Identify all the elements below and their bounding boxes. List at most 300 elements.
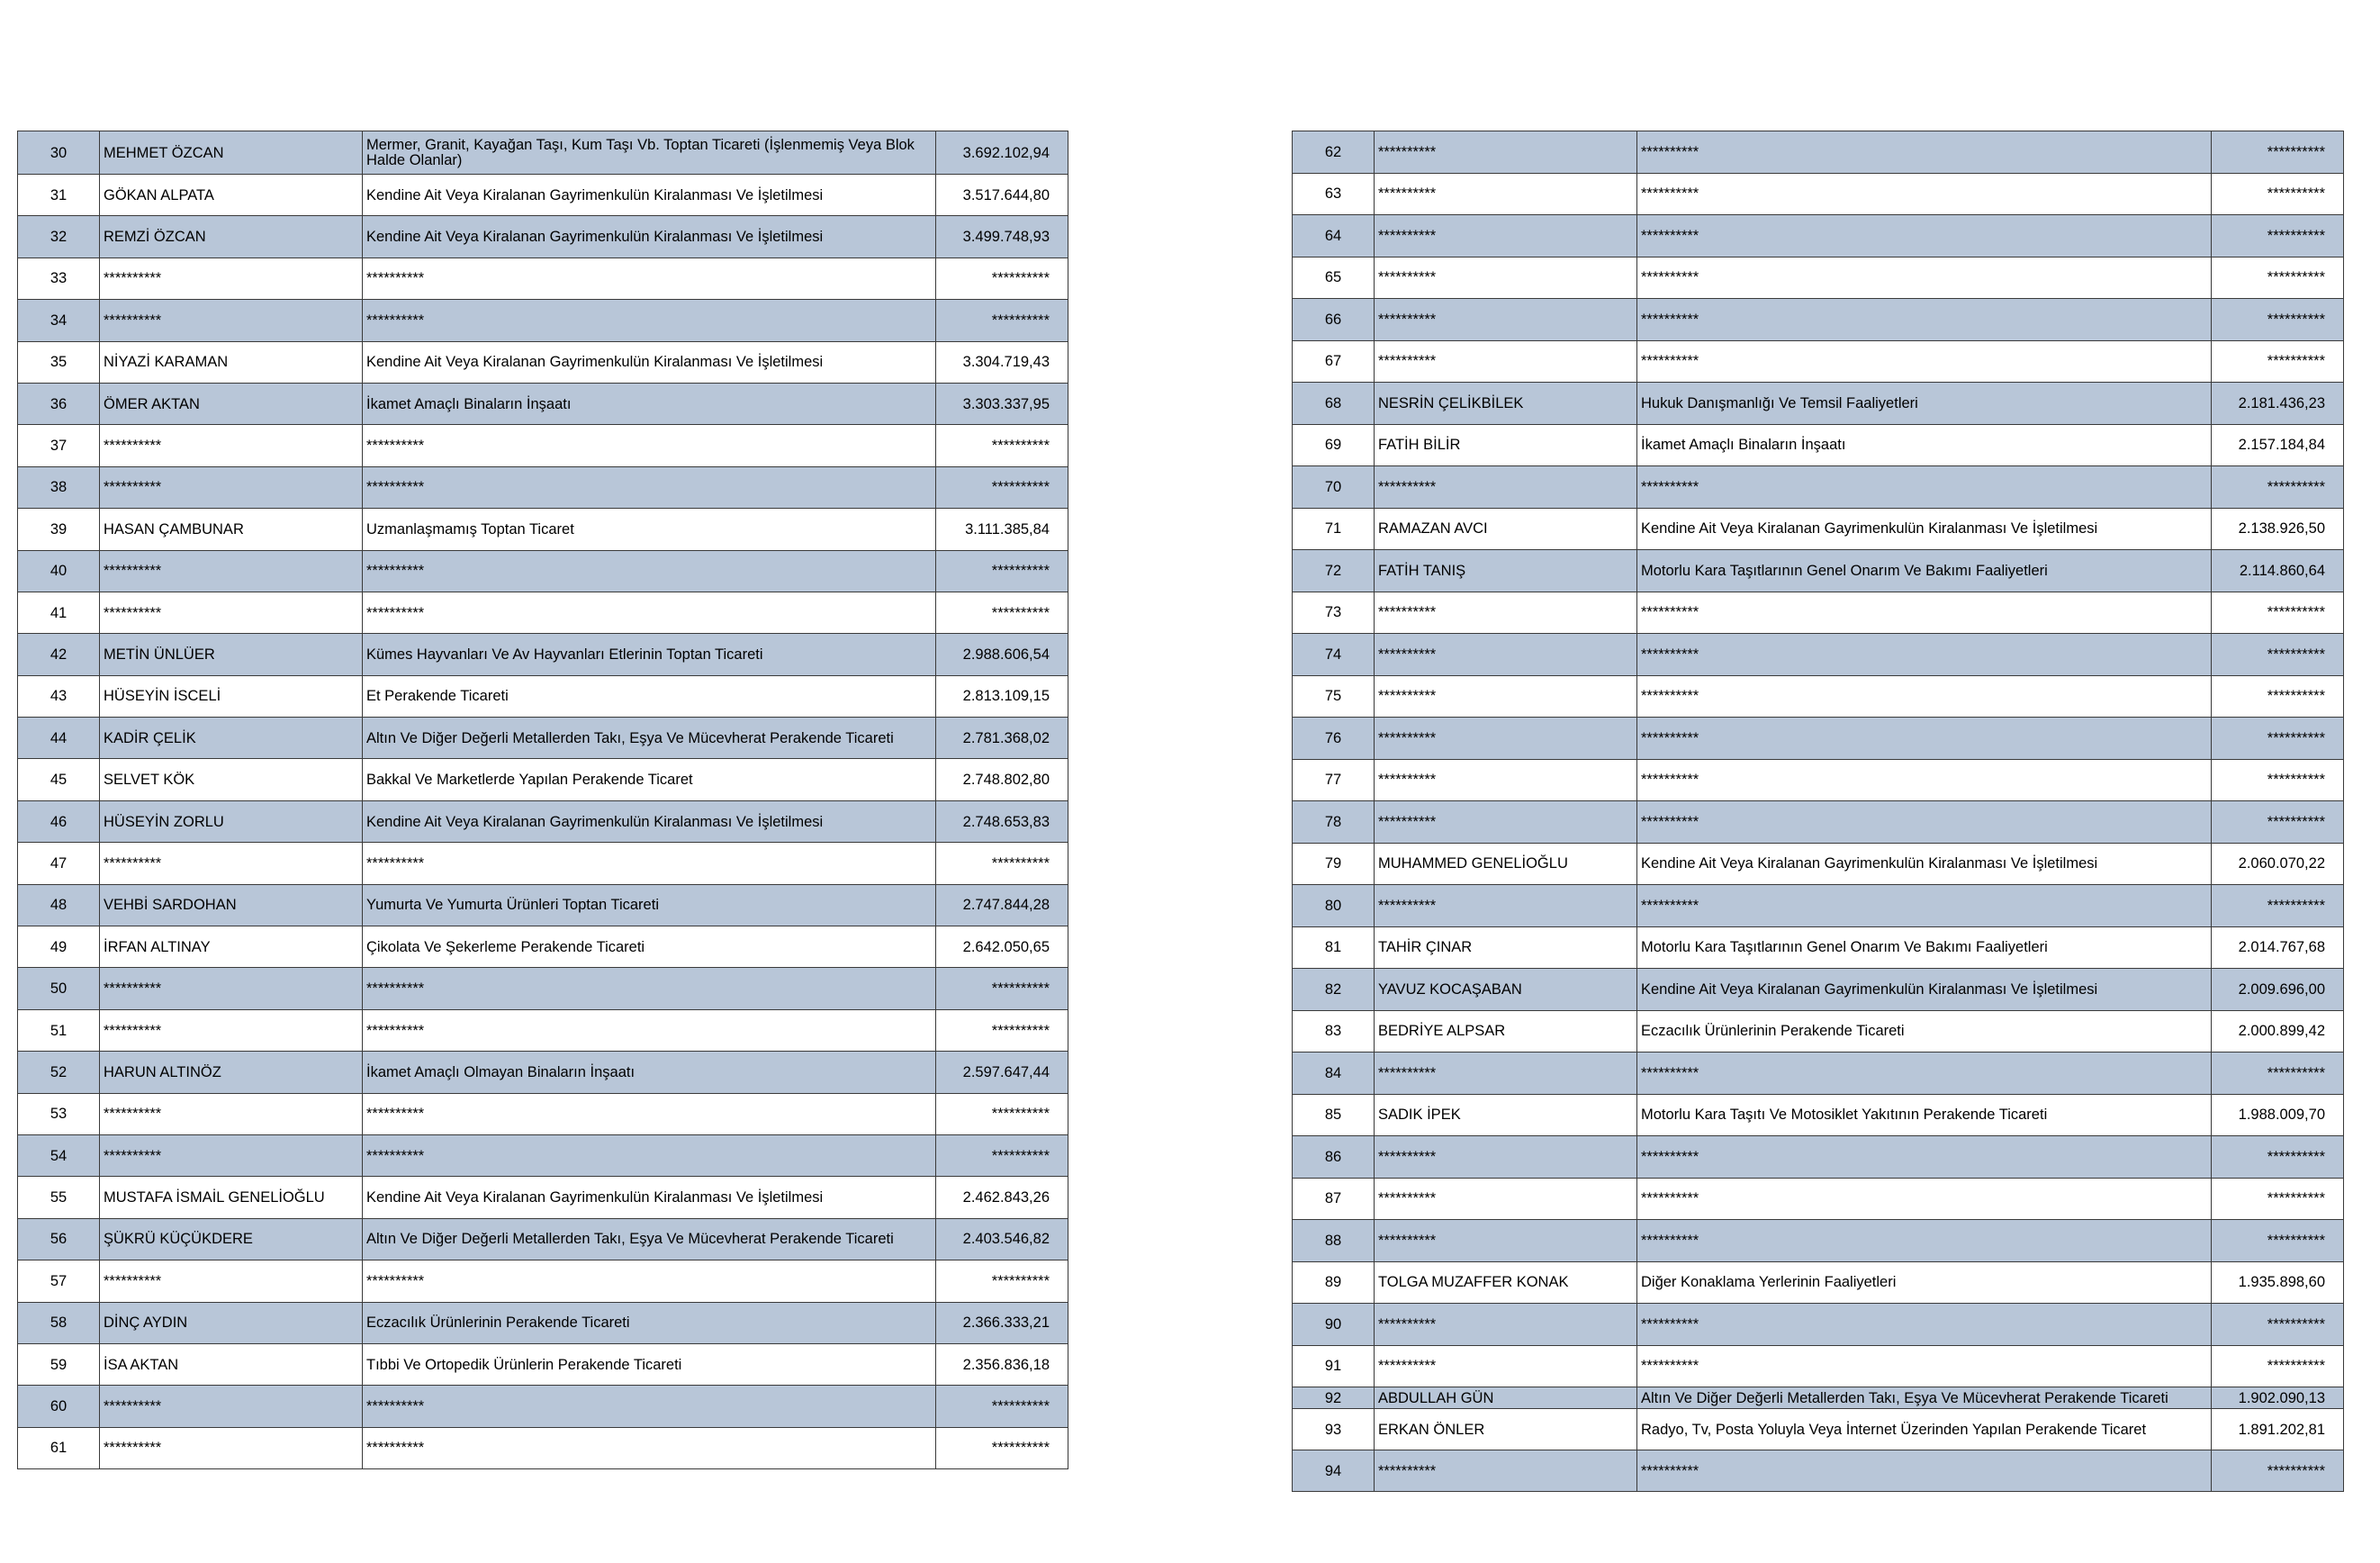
row-number: 82 [1293, 969, 1375, 1011]
activity-description: ********** [363, 1260, 936, 1302]
declared-amount: ********** [936, 843, 1068, 884]
activity-description: ********** [363, 257, 936, 299]
table-row [18, 1427, 1068, 1468]
taxpayer-name: ********** [1375, 1178, 1637, 1220]
row-number: 80 [1293, 885, 1375, 927]
taxpayer-name: FATİH BİLİR [1375, 424, 1637, 466]
taxpayer-name: ********** [100, 968, 363, 1009]
taxpayer-name: ********** [100, 257, 363, 299]
row-number: 87 [1293, 1178, 1375, 1220]
taxpayer-name: ********** [1375, 675, 1637, 718]
activity-description: ********** [363, 1093, 936, 1134]
row-number: 38 [18, 466, 100, 508]
row-number: 79 [1293, 843, 1375, 885]
taxpayer-name: ********** [1375, 299, 1637, 341]
declared-amount: ********** [936, 550, 1068, 592]
declared-amount: 2.356.836,18 [936, 1343, 1068, 1385]
table-row [18, 1302, 1068, 1343]
taxpayer-name: HÜSEYİN İSCELİ [100, 675, 363, 717]
taxpayer-name: VEHBİ SARDOHAN [100, 884, 363, 926]
taxpayer-name: ********** [100, 466, 363, 508]
activity-description: ********** [363, 466, 936, 508]
activity-description: Yumurta Ve Yumurta Ürünleri Toptan Ticareti [363, 884, 936, 926]
declared-amount: 1.988.009,70 [2212, 1094, 2344, 1136]
activity-description: ********** [1637, 173, 2212, 215]
activity-description: ********** [363, 1134, 936, 1176]
row-number: 37 [18, 425, 100, 466]
declared-amount: ********** [936, 1093, 1068, 1134]
taxpayer-name: FATİH TANIŞ [1375, 550, 1637, 592]
activity-description: ********** [363, 1386, 936, 1427]
activity-description: Eczacılık Ürünlerinin Perakende Ticareti [363, 1302, 936, 1343]
activity-description: Radyo, Tv, Posta Yoluyla Veya İnternet Üzerinden Yapılan Perakende Ticaret [1637, 1409, 2212, 1450]
taxpayer-name: REMZİ ÖZCAN [100, 216, 363, 257]
taxpayer-name: ********** [100, 1260, 363, 1302]
row-number: 92 [1293, 1387, 1375, 1409]
declared-amount: 2.642.050,65 [936, 926, 1068, 968]
taxpayer-name: ********** [1375, 257, 1637, 299]
table-row [1293, 1178, 2344, 1220]
declared-amount: ********** [936, 466, 1068, 508]
table-row [18, 1177, 1068, 1218]
declared-amount: 2.138.926,50 [2212, 508, 2344, 550]
declared-amount: ********** [2212, 634, 2344, 676]
row-number: 57 [18, 1260, 100, 1302]
row-number: 45 [18, 759, 100, 800]
activity-description: Tıbbi Ve Ortopedik Ürünlerin Perakende Ticareti [363, 1343, 936, 1385]
taxpayer-name: DİNÇ AYDIN [100, 1302, 363, 1343]
activity-description: ********** [1637, 1304, 2212, 1346]
taxpayer-name: ********** [1375, 801, 1637, 844]
taxpayer-name: SADIK İPEK [1375, 1094, 1637, 1136]
activity-description: ********** [363, 550, 936, 592]
row-number: 30 [18, 131, 100, 175]
declared-amount: 2.748.653,83 [936, 800, 1068, 842]
table-row [18, 175, 1068, 216]
table-row [1293, 257, 2344, 299]
table-row [1293, 508, 2344, 550]
declared-amount: ********** [2212, 1345, 2344, 1387]
row-number: 83 [1293, 1010, 1375, 1053]
table-row [1293, 759, 2344, 801]
row-number: 69 [1293, 424, 1375, 466]
taxpayer-name: ********** [1375, 1304, 1637, 1346]
activity-description: ********** [1637, 675, 2212, 718]
row-number: 44 [18, 718, 100, 759]
table-row [18, 383, 1068, 424]
taxpayer-name: HASAN ÇAMBUNAR [100, 509, 363, 550]
declared-amount: ********** [2212, 299, 2344, 341]
row-number: 61 [18, 1427, 100, 1468]
taxpayer-name: İRFAN ALTINAY [100, 926, 363, 968]
activity-description: ********** [363, 1427, 936, 1468]
row-number: 70 [1293, 466, 1375, 509]
row-number: 63 [1293, 173, 1375, 215]
taxpayer-name: ********** [100, 550, 363, 592]
declared-amount: ********** [2212, 257, 2344, 299]
row-number: 89 [1293, 1261, 1375, 1304]
row-number: 47 [18, 843, 100, 884]
row-number: 67 [1293, 340, 1375, 383]
taxpayer-name: ********** [1375, 634, 1637, 676]
taxpayer-name: ********** [1375, 885, 1637, 927]
taxpayer-name: ********** [100, 1386, 363, 1427]
table-row [1293, 1053, 2344, 1095]
activity-description: İkamet Amaçlı Binaların İnşaatı [1637, 424, 2212, 466]
declared-amount: ********** [936, 1386, 1068, 1427]
table-row [1293, 1387, 2344, 1409]
activity-description: ********** [1637, 215, 2212, 257]
row-number: 77 [1293, 759, 1375, 801]
declared-amount: 2.462.843,26 [936, 1177, 1068, 1218]
table-row [18, 675, 1068, 717]
table-row [18, 425, 1068, 466]
row-number: 94 [1293, 1450, 1375, 1492]
declared-amount: 3.111.385,84 [936, 509, 1068, 550]
table-row [18, 509, 1068, 550]
declared-amount: 2.747.844,28 [936, 884, 1068, 926]
declared-amount: ********** [2212, 718, 2344, 760]
activity-description: Et Perakende Ticareti [363, 675, 936, 717]
activity-description: ********** [363, 300, 936, 341]
activity-description: Kendine Ait Veya Kiralanan Gayrimenkulün Kiralanması Ve İşletilmesi [1637, 969, 2212, 1011]
taxpayer-name: MEHMET ÖZCAN [100, 131, 363, 175]
activity-description: ********** [1637, 759, 2212, 801]
activity-description: ********** [1637, 1136, 2212, 1179]
row-number: 43 [18, 675, 100, 717]
table-row [18, 1093, 1068, 1134]
table-row [18, 131, 1068, 175]
table-row [18, 592, 1068, 633]
declared-amount: ********** [2212, 466, 2344, 509]
row-number: 75 [1293, 675, 1375, 718]
table-row [1293, 1220, 2344, 1262]
declared-amount: 2.114.860,64 [2212, 550, 2344, 592]
activity-description: ********** [1637, 299, 2212, 341]
row-number: 91 [1293, 1345, 1375, 1387]
activity-description: ********** [1637, 131, 2212, 174]
table-row [18, 718, 1068, 759]
table-row [18, 341, 1068, 383]
taxpayer-name: ********** [1375, 1053, 1637, 1095]
table-row [18, 1343, 1068, 1385]
taxpayer-name: ********** [1375, 1136, 1637, 1179]
table-row [1293, 1450, 2344, 1492]
row-number: 56 [18, 1218, 100, 1260]
declared-amount: 1.902.090,13 [2212, 1387, 2344, 1409]
row-number: 52 [18, 1052, 100, 1093]
taxpayer-name: ********** [1375, 1345, 1637, 1387]
table-row [18, 1386, 1068, 1427]
row-number: 55 [18, 1177, 100, 1218]
declared-amount: 2.181.436,23 [2212, 383, 2344, 425]
activity-description: Altın Ve Diğer Değerli Metallerden Takı, Eşya Ve Mücevherat Perakende Ticareti [363, 718, 936, 759]
declared-amount: 3.517.644,80 [936, 175, 1068, 216]
declared-amount: ********** [2212, 215, 2344, 257]
table-row [18, 216, 1068, 257]
taxpayer-name: ********** [100, 1093, 363, 1134]
table-row [18, 300, 1068, 341]
activity-description: Kendine Ait Veya Kiralanan Gayrimenkulün Kiralanması Ve İşletilmesi [363, 1177, 936, 1218]
table-row [18, 1009, 1068, 1051]
declared-amount: 3.303.337,95 [936, 383, 1068, 424]
activity-description: Kendine Ait Veya Kiralanan Gayrimenkulün Kiralanması Ve İşletilmesi [363, 341, 936, 383]
taxpayer-name: ********** [1375, 1450, 1637, 1492]
row-number: 90 [1293, 1304, 1375, 1346]
table-row [18, 884, 1068, 926]
row-number: 84 [1293, 1053, 1375, 1095]
taxpayer-name: ********** [100, 425, 363, 466]
row-number: 64 [1293, 215, 1375, 257]
declared-amount: ********** [2212, 759, 2344, 801]
declared-amount: ********** [936, 257, 1068, 299]
taxpayer-name: İSA AKTAN [100, 1343, 363, 1385]
declared-amount: ********** [2212, 1304, 2344, 1346]
table-row [1293, 299, 2344, 341]
declared-amount: ********** [2212, 1220, 2344, 1262]
row-number: 51 [18, 1009, 100, 1051]
row-number: 85 [1293, 1094, 1375, 1136]
row-number: 34 [18, 300, 100, 341]
row-number: 62 [1293, 131, 1375, 174]
row-number: 46 [18, 800, 100, 842]
activity-description: Eczacılık Ürünlerinin Perakende Ticareti [1637, 1010, 2212, 1053]
table-row [1293, 173, 2344, 215]
taxpayer-name: ********** [100, 1427, 363, 1468]
taxpayer-name: SELVET KÖK [100, 759, 363, 800]
row-number: 81 [1293, 926, 1375, 969]
declared-amount: 2.597.647,44 [936, 1052, 1068, 1093]
declared-amount: ********** [2212, 592, 2344, 634]
table-row [1293, 215, 2344, 257]
row-number: 41 [18, 592, 100, 633]
taxpayer-name: RAMAZAN AVCI [1375, 508, 1637, 550]
row-number: 32 [18, 216, 100, 257]
activity-description: ********** [1637, 634, 2212, 676]
declared-amount: ********** [2212, 1178, 2344, 1220]
declared-amount: ********** [936, 1427, 1068, 1468]
table-row [1293, 634, 2344, 676]
table-row [1293, 131, 2344, 174]
taxpayer-name: YAVUZ KOCAŞABAN [1375, 969, 1637, 1011]
declared-amount: ********** [936, 1134, 1068, 1176]
table-row [1293, 1409, 2344, 1450]
row-number: 60 [18, 1386, 100, 1427]
table-row [18, 968, 1068, 1009]
table-row [1293, 801, 2344, 844]
taxpayer-name: NESRİN ÇELİKBİLEK [1375, 383, 1637, 425]
declared-amount: ********** [936, 1260, 1068, 1302]
taxpayer-name: ********** [100, 1009, 363, 1051]
taxpayer-name: ********** [1375, 131, 1637, 174]
declared-amount: 3.304.719,43 [936, 341, 1068, 383]
row-number: 54 [18, 1134, 100, 1176]
table-row [18, 926, 1068, 968]
row-number: 72 [1293, 550, 1375, 592]
taxpayer-name: MUSTAFA İSMAİL GENELİOĞLU [100, 1177, 363, 1218]
table-row [18, 550, 1068, 592]
declared-amount: ********** [936, 425, 1068, 466]
table-row [18, 1218, 1068, 1260]
activity-description: Hukuk Danışmanlığı Ve Temsil Faaliyetleri [1637, 383, 2212, 425]
row-number: 76 [1293, 718, 1375, 760]
declared-amount: 3.499.748,93 [936, 216, 1068, 257]
activity-description: ********** [1637, 340, 2212, 383]
declared-amount: 2.988.606,54 [936, 634, 1068, 675]
taxpayer-name: HARUN ALTINÖZ [100, 1052, 363, 1093]
row-number: 73 [1293, 592, 1375, 634]
row-number: 33 [18, 257, 100, 299]
activity-description: ********** [1637, 718, 2212, 760]
table-row [1293, 1010, 2344, 1053]
table-row [18, 634, 1068, 675]
taxpayer-name: ********** [1375, 592, 1637, 634]
activity-description: Uzmanlaşmamış Toptan Ticaret [363, 509, 936, 550]
row-number: 88 [1293, 1220, 1375, 1262]
activity-description: ********** [363, 425, 936, 466]
declared-amount: ********** [2212, 675, 2344, 718]
activity-description: Altın Ve Diğer Değerli Metallerden Takı, Eşya Ve Mücevherat Perakende Ticareti [363, 1218, 936, 1260]
declared-amount: 2.781.368,02 [936, 718, 1068, 759]
activity-description: Motorlu Kara Taşıtı Ve Motosiklet Yakıtının Perakende Ticareti [1637, 1094, 2212, 1136]
taxpayer-name: GÖKAN ALPATA [100, 175, 363, 216]
row-number: 66 [1293, 299, 1375, 341]
taxpayer-name: METİN ÜNLÜER [100, 634, 363, 675]
taxpayer-table-left [17, 131, 1068, 1469]
table-row [1293, 718, 2344, 760]
taxpayer-name: ********** [100, 843, 363, 884]
taxpayer-name: ********** [1375, 340, 1637, 383]
declared-amount: ********** [2212, 173, 2344, 215]
table-row [1293, 340, 2344, 383]
table-row [1293, 926, 2344, 969]
row-number: 68 [1293, 383, 1375, 425]
declared-amount: ********** [936, 968, 1068, 1009]
taxpayer-name: TAHİR ÇINAR [1375, 926, 1637, 969]
declared-amount: ********** [2212, 1136, 2344, 1179]
activity-description: ********** [1637, 466, 2212, 509]
taxpayer-name: ********** [1375, 1220, 1637, 1262]
taxpayer-name: BEDRİYE ALPSAR [1375, 1010, 1637, 1053]
row-number: 36 [18, 383, 100, 424]
table-row [1293, 1094, 2344, 1136]
declared-amount: 1.935.898,60 [2212, 1261, 2344, 1304]
declared-amount: 2.009.696,00 [2212, 969, 2344, 1011]
declared-amount: 2.366.333,21 [936, 1302, 1068, 1343]
row-number: 31 [18, 175, 100, 216]
table-row [1293, 592, 2344, 634]
declared-amount: ********** [2212, 131, 2344, 174]
activity-description: ********** [363, 843, 936, 884]
row-number: 42 [18, 634, 100, 675]
table-row [1293, 1261, 2344, 1304]
table-row [18, 1260, 1068, 1302]
row-number: 86 [1293, 1136, 1375, 1179]
row-number: 39 [18, 509, 100, 550]
table-row [18, 843, 1068, 884]
table-row [1293, 675, 2344, 718]
taxpayer-name: MUHAMMED GENELİOĞLU [1375, 843, 1637, 885]
table-row [1293, 466, 2344, 509]
activity-description: Altın Ve Diğer Değerli Metallerden Takı, Eşya Ve Mücevherat Perakende Ticareti [1637, 1387, 2212, 1409]
declared-amount: ********** [936, 1009, 1068, 1051]
table-body-right [1293, 131, 2344, 1492]
activity-description: ********** [363, 968, 936, 1009]
activity-description: İkamet Amaçlı Binaların İnşaatı [363, 383, 936, 424]
activity-description: Bakkal Ve Marketlerde Yapılan Perakende Ticaret [363, 759, 936, 800]
table-row [18, 257, 1068, 299]
taxpayer-name: NİYAZİ KARAMAN [100, 341, 363, 383]
declared-amount: ********** [2212, 1450, 2344, 1492]
activity-description: ********** [1637, 1450, 2212, 1492]
table-row [1293, 1304, 2344, 1346]
activity-description: ********** [1637, 1053, 2212, 1095]
row-number: 65 [1293, 257, 1375, 299]
table-row [1293, 885, 2344, 927]
activity-description: Mermer, Granit, Kayağan Taşı, Kum Taşı Vb. Toptan Ticareti (İşlenmemiş Veya Blok Halde Olanlar) [363, 131, 936, 175]
activity-description: ********** [1637, 801, 2212, 844]
table-row [18, 466, 1068, 508]
declared-amount: 3.692.102,94 [936, 131, 1068, 175]
taxpayer-name: ********** [100, 1134, 363, 1176]
row-number: 40 [18, 550, 100, 592]
taxpayer-name: ÖMER AKTAN [100, 383, 363, 424]
declared-amount: ********** [2212, 885, 2344, 927]
activity-description: ********** [1637, 1220, 2212, 1262]
table-body-left [18, 131, 1068, 1469]
taxpayer-name: ********** [1375, 759, 1637, 801]
taxpayer-name: ERKAN ÖNLER [1375, 1409, 1637, 1450]
table-row [1293, 1136, 2344, 1179]
declared-amount: ********** [2212, 1053, 2344, 1095]
table-row [1293, 424, 2344, 466]
activity-description: ********** [1637, 1178, 2212, 1220]
row-number: 53 [18, 1093, 100, 1134]
taxpayer-name: ********** [100, 592, 363, 633]
taxpayer-name: ********** [1375, 718, 1637, 760]
taxpayer-name: ABDULLAH GÜN [1375, 1387, 1637, 1409]
table-row [18, 1134, 1068, 1176]
row-number: 35 [18, 341, 100, 383]
table-row [1293, 843, 2344, 885]
table-row [1293, 383, 2344, 425]
declared-amount: ********** [2212, 801, 2344, 844]
activity-description: Kendine Ait Veya Kiralanan Gayrimenkulün Kiralanması Ve İşletilmesi [363, 175, 936, 216]
row-number: 48 [18, 884, 100, 926]
activity-description: ********** [1637, 885, 2212, 927]
row-number: 59 [18, 1343, 100, 1385]
activity-description: ********** [363, 592, 936, 633]
table-row [1293, 1345, 2344, 1387]
declared-amount: 2.748.802,80 [936, 759, 1068, 800]
table-row [18, 759, 1068, 800]
declared-amount: 2.157.184,84 [2212, 424, 2344, 466]
taxpayer-name: TOLGA MUZAFFER KONAK [1375, 1261, 1637, 1304]
taxpayer-name: ********** [1375, 466, 1637, 509]
row-number: 74 [1293, 634, 1375, 676]
table-row [18, 1052, 1068, 1093]
table-row [1293, 550, 2344, 592]
declared-amount: 1.891.202,81 [2212, 1409, 2344, 1450]
declared-amount: 2.403.546,82 [936, 1218, 1068, 1260]
activity-description: Diğer Konaklama Yerlerinin Faaliyetleri [1637, 1261, 2212, 1304]
taxpayer-table-right [1292, 131, 2344, 1492]
activity-description: Motorlu Kara Taşıtlarının Genel Onarım Ve Bakımı Faaliyetleri [1637, 926, 2212, 969]
activity-description: ********** [1637, 1345, 2212, 1387]
activity-description: Motorlu Kara Taşıtlarının Genel Onarım Ve Bakımı Faaliyetleri [1637, 550, 2212, 592]
activity-description: İkamet Amaçlı Olmayan Binaların İnşaatı [363, 1052, 936, 1093]
table-row [1293, 969, 2344, 1011]
